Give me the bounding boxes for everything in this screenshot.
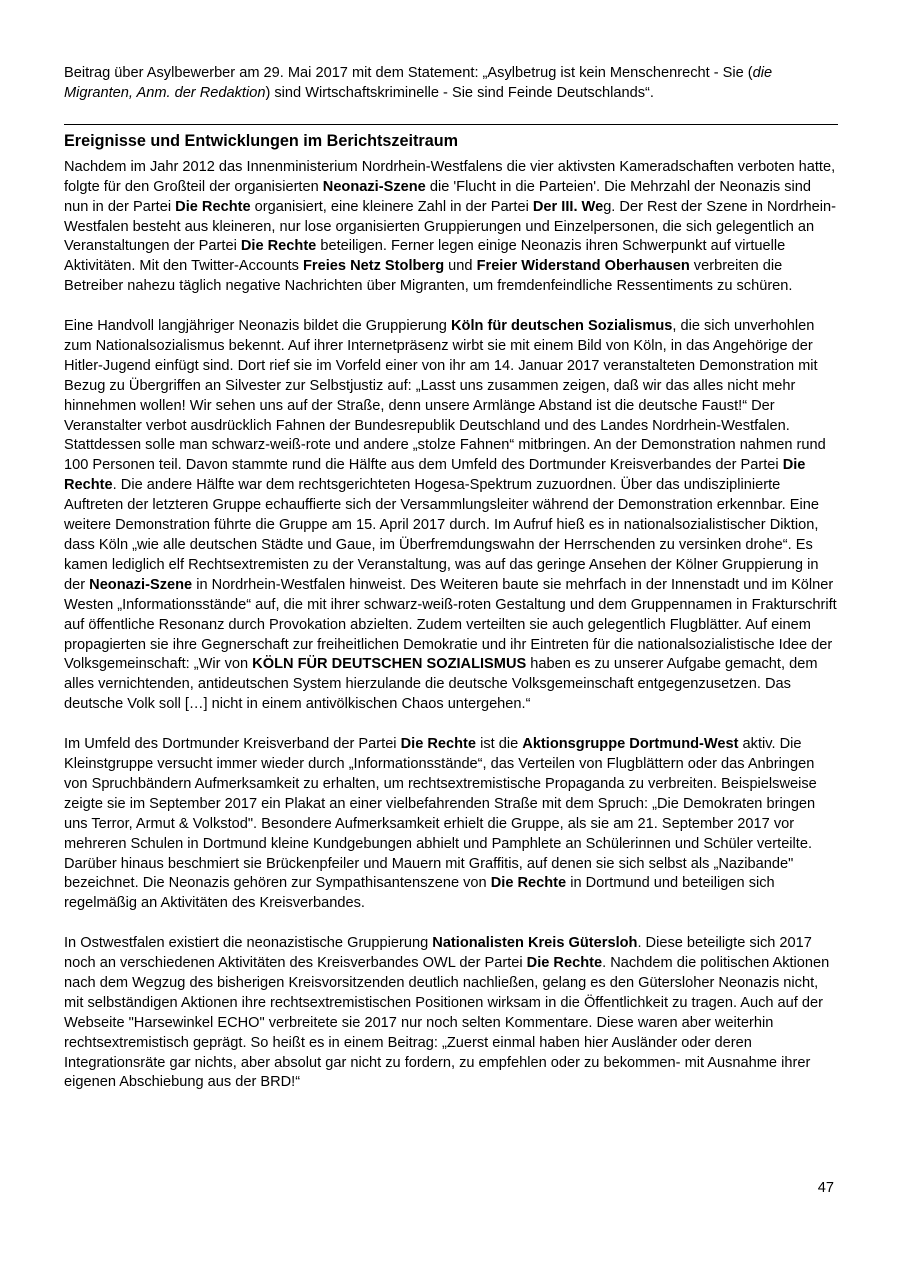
- section-title: Ereignisse und Entwicklungen im Berichtszeitraum: [64, 131, 458, 150]
- text-run: verbreiten die Betreiber nahezu täglich negative Nachrichten über Migranten, um fremdenfeindliche Ressentiments zu schüren.: [64, 258, 793, 295]
- intro-paragraph: [64, 64, 838, 104]
- bold-term: Köln für deutschen Sozialismus: [450, 318, 673, 335]
- text-run: ) sind Wirtschaftskriminelle - Sie sind Feinde Deutschlands“.: [265, 84, 654, 101]
- text-run: haben es zu unserer Aufgabe gemacht, dem alles vernichtenden, antideutschen System hierzulande die deutsche Volksgemeinschaft entgegenzusetzen. Das deutsche Volk soll […] nicht in einem antivölkischen Chaos untergehen.“: [64, 656, 818, 713]
- text-run: und: [444, 258, 477, 275]
- italic-note: die Migranten, Anm. der Redaktion: [64, 65, 773, 101]
- bold-term: Freier Widerstand Oberhausen: [476, 258, 690, 275]
- text-run: die 'Flucht in die Parteien'. Die Mehrzahl der Neonazis sind nun in der Partei: [64, 178, 811, 215]
- bold-term: Die Rechte: [64, 457, 806, 494]
- text-run: beteiligen. Ferner legen einige Neonazis ihren Schwerpunkt auf virtuelle Aktivitäten. Mit den Twitter-Accounts: [64, 238, 786, 275]
- bold-term: Die Rechte: [490, 875, 567, 892]
- body-paragraph-4: [64, 934, 838, 1093]
- text-run: . Diese beteiligte sich 2017 noch an verschiedenen Aktivitäten des Kreisverbandes OWL der Partei: [64, 935, 812, 972]
- text-run: Nachdem im Jahr 2012 das Innenministerium Nordrhein-Westfalens die vier aktivsten Kameradschaften verboten hatte, folgte für den Großteil der organisierten: [64, 158, 836, 195]
- page-number: 47: [817, 1180, 834, 1196]
- body-paragraph-3: [64, 735, 838, 914]
- text-run: Im Umfeld des Dortmunder Kreisverband der Partei: [64, 736, 401, 753]
- text-run: g. Der Rest der Szene in Nordrhein-Westfalen besteht aus kleineren, nur lose organisierten Gruppierungen und Einzelpersonen, die sich gelegentlich an Veranstaltungen der Partei: [64, 198, 836, 255]
- text-run: . Nachdem die politischen Aktionen nach dem Wegzug des bisherigen Kreisvorsitzenden deutlich nachließen, gelang es den Gütersloher Neonazis nicht, mit selbständigen Aktionen ihre rechtsextremistischen Positionen wirksam in die Öffentlichkeit zu tragen. Auch auf der Webseite "Harsewinkel ECHO" verbreitete sie 2017 nur noch selten Kommentare. Diese waren aber weiterhin rechtsextremistisch geprägt. So heißt es in einem Beitrag: „Zuerst einmal haben hier Ausländer oder deren Integrationsräte gar nichts, aber absolut gar nicht zu fordern, zu empfehlen oder zu bekommen- mit Ausnahme ihrer eigenen Abschiebung aus der BRD!“: [64, 955, 830, 1091]
- body-paragraph-2: [64, 317, 838, 715]
- bold-term: Nationalisten Kreis Gütersloh: [432, 935, 638, 952]
- page-body: [64, 64, 838, 1113]
- bold-term: Die Rechte: [175, 198, 251, 215]
- text-run: organisiert, eine kleinere Zahl in der Partei: [250, 198, 533, 215]
- text-run: in Dortmund und beteiligen sich regelmäßig an Aktivitäten des Kreisverbandes.: [64, 875, 775, 912]
- bold-term: Die Rechte: [526, 955, 603, 972]
- bold-term: Aktionsgruppe Dortmund-West: [522, 736, 739, 753]
- bold-term: Neonazi-Szene: [89, 576, 193, 593]
- text-run: . Die andere Hälfte war dem rechtsgerichteten Hogesa-Spektrum zuzuordnen. Über das undisziplinierte Auftreten der letzteren Gruppe echauffierte sich der Versammlungsleiter während der Demonstration erkennbar. Eine weitere Demonstration führte die Gruppe am 15. April 2017 durch. Im Aufruf hieß es in nationalsozialistischer Diktion, dass Köln „wie alle deutschen Städte und Gaue, im Überfremdungswahn der Herrschenden zu versinken drohe“. Es kamen lediglich elf Rechtsextremisten zu der Veranstaltung, was auf das geringe Ansehen der Kölner Gruppierung in der: [64, 477, 819, 593]
- bold-term: Die Rechte: [400, 736, 477, 753]
- bold-term: KÖLN FÜR DEUTSCHEN SOZIALISMUS: [252, 656, 527, 673]
- text-run: Beitrag über Asylbewerber am 29. Mai 2017 mit dem Statement: „Asylbetrug ist kein Menschenrecht - Sie (: [64, 65, 753, 81]
- text-run: , die sich unverhohlen zum Nationalsozialismus bekennt. Auf ihrer Internetpräsenz wirbt sie mit einem Bild von Köln, in das Angehörige der Hitler-Jugend einfügt sind. Dort rief sie im Vorfeld einer von ihr am 14. Januar 2017 veranstalteten Demonstration mit Bezug zu Übergriffen an Silvester zur Selbstjustiz auf: „Lasst uns zusammen zeigen, daß wir das alles nicht mehr hinnehmen wollen! Wir sehen uns auf der Straße, denn unsere Armlänge Abstand ist die deutsche Faust!“ Der Veranstalter verbot ausdrücklich Fahnen der Bundesrepublik Deutschland und des Landes Nordrhein-Westfalen. Stattdessen solle man schwarz-weiß-rote und andere „stolze Fahnen“ mitbringen. An der Demonstration nahmen rund 100 Personen teil. Davon stammte rund die Hälfte aus dem Umfeld des Dortmunder Kreisverbandes der Partei: [64, 318, 826, 474]
- text-run: aktiv. Die Kleinstgruppe versucht immer wieder durch „Informationsstände“, das Verteilen von Flugblättern oder das Anbringen von Spruchbändern Aufmerksamkeit zu erhalten, um rechtsextremistische Propaganda zu verbreiten. Beispielsweise zeigte sie im September 2017 ein Plakat an einer vielbefahrenden Straße mit dem Spruch: „Die Demokraten bringen uns Terror, Armut & Volkstod". Besondere Aufmerksamkeit erhielt die Gruppe, als sie am 21. September 2017 vor mehreren Schulen in Dortmund kleine Kundgebungen abhielt und Pamphlete an Schülerinnen und Schüler verteilte. Darüber hinaus beschmiert sie Brückenpfeiler und Mauern mit Graffitis, auf denen sie sich selbst als „Nazibande" bezeichnet. Die Neonazis gehören zur Sympathisantenszene von: [64, 736, 817, 892]
- bold-term: Die Rechte: [240, 238, 317, 255]
- bold-term: Neonazi-Szene: [322, 178, 426, 195]
- text-run: Eine Handvoll langjähriger Neonazis bildet die Gruppierung: [64, 318, 451, 335]
- bold-term: Freies Netz Stolberg: [303, 258, 445, 275]
- section-divider: [64, 124, 838, 125]
- text-run: in Nordrhein-Westfalen hinweist. Des Weiteren baute sie mehrfach in der Innenstadt und im Kölner Westen „Informationsstände“ auf, die mit ihrer schwarz-weiß-roten Gestaltung und dem Gruppennamen in Frakturschrift auf öffentliche Resonanz durch Provokation abzielten. Zudem verteilten sie auch gelegentlich Flugblätter. Auf einem propagierten sie ihre Gegnerschaft zur freiheitlichen Demokratie und ihr Eintreten für die nationalsozialistische Idee der Volksgemeinschaft: „Wir von: [64, 576, 837, 673]
- bold-term: Der III. We: [532, 198, 604, 215]
- body-paragraph-1: [64, 158, 838, 297]
- text-run: In Ostwestfalen existiert die neonazistische Gruppierung: [64, 935, 433, 952]
- text-run: ist die: [476, 736, 523, 753]
